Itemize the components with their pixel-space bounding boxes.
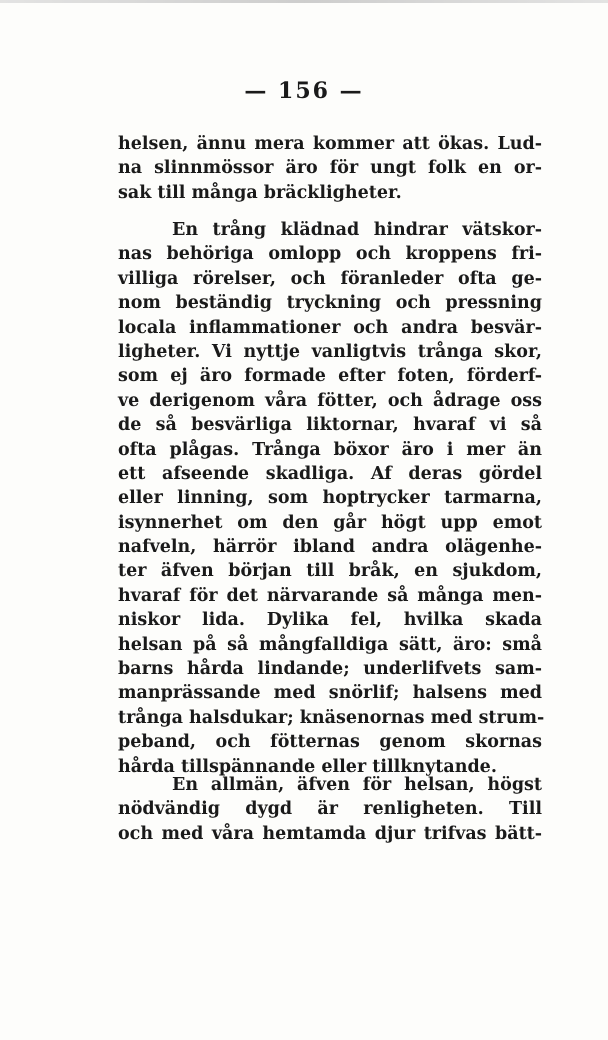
text-line: trånga halsdukar; knäsenornas med strum- (118, 707, 545, 728)
text-line: och med våra hemtamda djur trifvas bätt- (118, 823, 542, 844)
paragraph-3 (118, 773, 542, 846)
page-number: — 156 — (244, 78, 364, 104)
text-line: ett afseende skadliga. Af deras gördel (118, 463, 542, 484)
text-line: ve derigenom våra fötter, och ådrage oss (118, 390, 542, 411)
text-line: de så besvärliga liktornar, hvaraf vi så (118, 415, 542, 436)
text-line: nas behöriga omlopp och kroppens fri- (118, 244, 542, 265)
paragraph-2 (118, 218, 545, 779)
text-line: locala inflammationer och andra besvär- (118, 317, 542, 338)
text-line: helsan på så mångfalldiga sätt, äro: små (118, 634, 542, 655)
text-line: manprässande med snörlif; halsens med (118, 683, 542, 704)
text-line: ligheter. Vi nyttje vanligtvis trånga skor, (118, 341, 542, 362)
text-line: nom beständig tryckning och pressning (118, 293, 542, 314)
text-line: nafveln, härrör ibland andra olägenhe- (118, 537, 542, 558)
text-line: na slinnmössor äro för ungt folk en or- (118, 158, 542, 179)
text-line: hvaraf för det närvarande så många men- (118, 585, 542, 606)
text-line: nödvändig dygd är renligheten. Till (118, 799, 542, 820)
text-line: ofta plågas. Trånga böxor äro i mer än (118, 439, 542, 460)
text-line: barns hårda lindande; underlifvets sam- (118, 659, 542, 680)
text-line: ter äfven början till bråk, en sjukdom, (118, 561, 542, 582)
page-top-edge (0, 0, 608, 3)
text-line: isynnerhet om den går högt upp emot (118, 512, 542, 533)
text-line: peband, och fötternas genom skornas (118, 732, 542, 753)
paragraph-1 (118, 132, 542, 205)
text-line: helsen, ännu mera kommer att ökas. Lud- (118, 134, 542, 154)
text-line: hårda tillspännande eller tillknytande. (118, 756, 497, 777)
text-line: En trång klädnad hindrar vätskor- (172, 220, 542, 240)
text-line: sak till många bräckligheter. (118, 182, 402, 203)
text-line: eller linning, som hoptrycker tarmarna, (118, 488, 542, 509)
text-line: En allmän, äfven för helsan, högst (172, 775, 542, 795)
text-line: villiga rörelser, och föranleder ofta ge- (118, 268, 542, 289)
text-line: niskor lida. Dylika fel, hvilka skada (118, 610, 542, 631)
text-line: som ej äro formade efter foten, förderf- (118, 366, 542, 387)
